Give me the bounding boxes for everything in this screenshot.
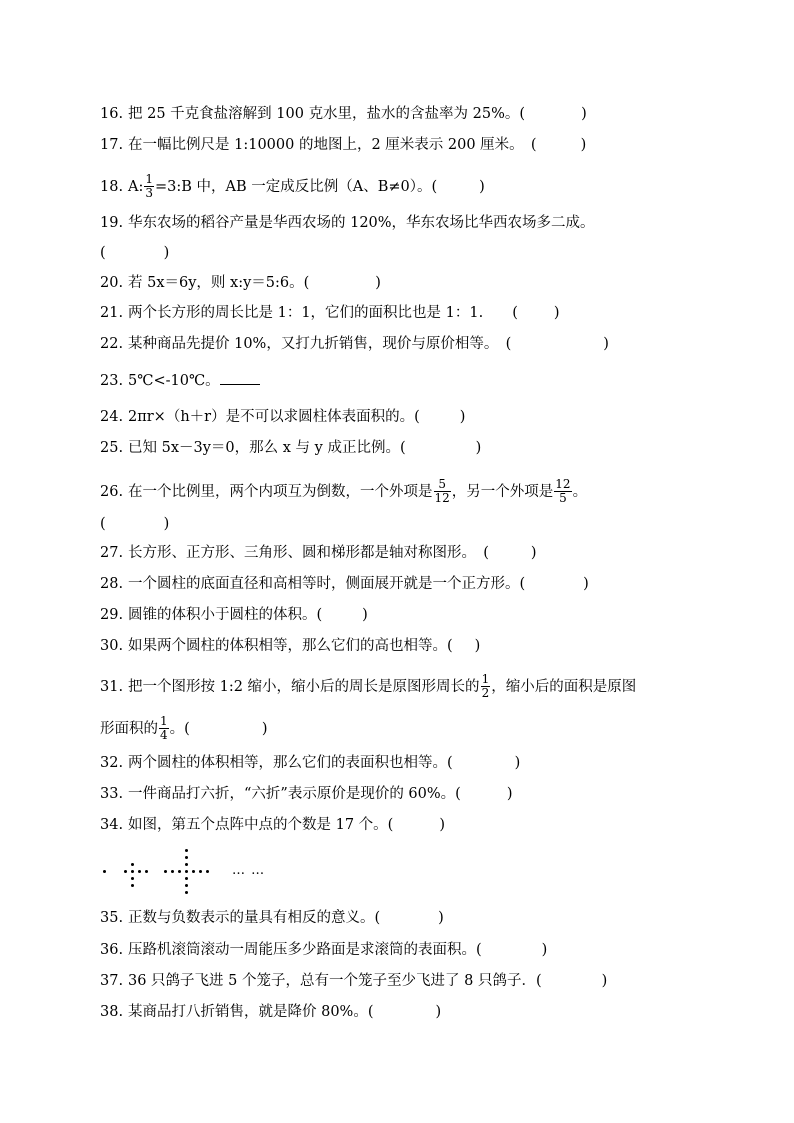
- dot: [103, 870, 106, 873]
- question-text: 华东农场的稻谷产量是华西农场的 120%，华东农场比华西农场多二成。: [128, 215, 595, 231]
- question-16: 16. 把 25 千克食盐溶解到 100 克水里，盐水的含盐率为 25%。( ): [100, 106, 587, 122]
- question-text: 2πr×（h＋r）是不可以求圆柱体表面积的。(: [128, 409, 420, 425]
- question-text: 若 5x＝6y，则 x:y＝5:6。(: [128, 275, 310, 291]
- question-38: 38. 某商品打八折销售，就是降价 80%。( ): [100, 1004, 442, 1020]
- fraction: $\frac{1}{2}$: [481, 672, 490, 700]
- question-text: 长方形、正方形、三角形、圆和梯形都是轴对称图形。 (: [128, 545, 489, 561]
- dot: [185, 856, 188, 859]
- question-25: 25. 已知 5x－3y＝0，那么 x 与 y 成正比例。( ): [100, 440, 482, 456]
- question-19: 19. 华东农场的稻谷产量是华西农场的 120%，华东农场比华西农场多二成。: [100, 215, 595, 231]
- dot: [124, 870, 127, 873]
- dot: [131, 877, 134, 880]
- question-text: 如果两个圆柱的体积相等，那么它们的高也相等。(: [128, 638, 453, 654]
- question-text: 已知 5x－3y＝0，那么 x 与 y 成正比例。(: [128, 440, 406, 456]
- dot: [164, 870, 167, 873]
- question-26: 26. 在一个比例里，两个内项互为倒数，一个外项是 $\frac{5}{12}$ ，另一个外项是 $\frac{12}{5}$ 。: [100, 477, 588, 505]
- question-text: =3:B 中，AB 一定成反比例（A、B≠0）。(: [155, 179, 438, 196]
- question-23: 23. 5℃<-10℃。: [100, 372, 260, 389]
- question-37: 37. 36 只鸽子飞进 5 个笼子，总有一个笼子至少飞进了 8 只鸽子．( ): [100, 973, 608, 989]
- question-text: 5℃<-10℃。: [128, 373, 220, 389]
- question-text: 在一个比例里，两个内项互为倒数，一个外项是: [128, 484, 433, 501]
- question-35: 35. 正数与负数表示的量具有相反的意义。( ): [100, 910, 444, 926]
- question-31-continued: 形面积的 $\frac{1}{4}$ 。( ): [100, 714, 268, 742]
- dot: [185, 891, 188, 894]
- fraction: $\frac{1}{3}$: [145, 172, 153, 200]
- question-text: 把 25 千克食盐溶解到 100 克水里，盐水的含盐率为 25%。(: [128, 106, 526, 122]
- dot-pattern-ellipsis: … …: [232, 863, 266, 878]
- question-18: 18. A: $\frac{1}{3}$ =3:B 中，AB 一定成反比例（A、B≠0）。( ): [100, 172, 485, 200]
- question-24: 24. 2πr×（h＋r）是不可以求圆柱体表面积的。( ): [100, 409, 466, 425]
- dot: [178, 870, 181, 873]
- dot: [138, 870, 141, 873]
- question-30: 30. 如果两个圆柱的体积相等，那么它们的高也相等。( ): [100, 638, 481, 654]
- dot: [206, 870, 209, 873]
- answer-blank[interactable]: [220, 372, 260, 385]
- question-22: 22. 某种商品先提价 10%，又打九折销售，现价与原价相等。 ( ): [100, 336, 609, 352]
- dot: [185, 877, 188, 880]
- question-text: 把一个图形按 1:2 缩小，缩小后的周长是原图形周长的: [128, 679, 480, 696]
- dot: [131, 884, 134, 887]
- dot: [131, 870, 134, 873]
- question-20: 20. 若 5x＝6y，则 x:y＝5:6。( ): [100, 275, 381, 291]
- dot: [192, 870, 195, 873]
- dot: [185, 849, 188, 852]
- dot: [145, 870, 148, 873]
- question-text: 某种商品先提价 10%，又打九折销售，现价与原价相等。 (: [128, 336, 512, 352]
- question-text: 正数与负数表示的量具有相反的意义。(: [128, 910, 381, 926]
- dot: [185, 870, 188, 873]
- question-text: 一件商品打六折，“六折”表示原价是现价的 60%。(: [128, 786, 461, 802]
- question-text: 36 只鸽子飞进 5 个笼子，总有一个笼子至少飞进了 8 只鸽子．(: [128, 973, 542, 989]
- fraction: $\frac{5}{12}$: [434, 477, 450, 505]
- question-text: 压路机滚筒滚动一周能压多少路面是求滚筒的表面积。(: [128, 942, 482, 958]
- question-17: 17. 在一幅比例尺是 1:10000 的地图上，2 厘米表示 200 厘米。 ( ): [100, 137, 587, 153]
- dot: [131, 863, 134, 866]
- question-34: 34. 如图，第五个点阵中点的个数是 17 个。( ): [100, 817, 445, 833]
- question-text: 如图，第五个点阵中点的个数是 17 个。(: [128, 817, 394, 833]
- fraction: $\frac{1}{4}$: [160, 714, 168, 742]
- question-text: 圆锥的体积小于圆柱的体积。(: [128, 607, 323, 623]
- question-text: 两个长方形的周长比是 1：1，它们的面积比也是 1：1. (: [128, 305, 518, 321]
- question-32: 32. 两个圆柱的体积相等，那么它们的表面积也相等。( ): [100, 755, 521, 771]
- question-21: 21. 两个长方形的周长比是 1：1，它们的面积比也是 1：1. ( ): [100, 305, 560, 321]
- question-26-answer: ( ): [100, 516, 170, 532]
- question-33: 33. 一件商品打六折，“六折”表示原价是现价的 60%。( ): [100, 786, 513, 802]
- question-text: 两个圆柱的体积相等，那么它们的表面积也相等。(: [128, 755, 453, 771]
- dot: [199, 870, 202, 873]
- fraction: $\frac{12}{5}$: [555, 477, 571, 505]
- question-text: 在一幅比例尺是 1:10000 的地图上，2 厘米表示 200 厘米。 (: [128, 137, 537, 153]
- question-28: 28. 一个圆柱的底面直径和高相等时，侧面展开就是一个正方形。( ): [100, 576, 589, 592]
- dot: [171, 870, 174, 873]
- question-29: 29. 圆锥的体积小于圆柱的体积。( ): [100, 607, 368, 623]
- question-19-answer: ( ): [100, 245, 170, 261]
- dot: [185, 863, 188, 866]
- question-text: 某商品打八折销售，就是降价 80%。(: [128, 1004, 374, 1020]
- question-31: 31. 把一个图形按 1:2 缩小，缩小后的周长是原图形周长的 $\frac{1}{2}$ ，缩小后的面积是原图: [100, 672, 637, 700]
- question-text: 一个圆柱的底面直径和高相等时，侧面展开就是一个正方形。(: [128, 576, 526, 592]
- question-36: 36. 压路机滚筒滚动一周能压多少路面是求滚筒的表面积。( ): [100, 942, 548, 958]
- question-27: 27. 长方形、正方形、三角形、圆和梯形都是轴对称图形。 ( ): [100, 545, 537, 561]
- dot: [185, 884, 188, 887]
